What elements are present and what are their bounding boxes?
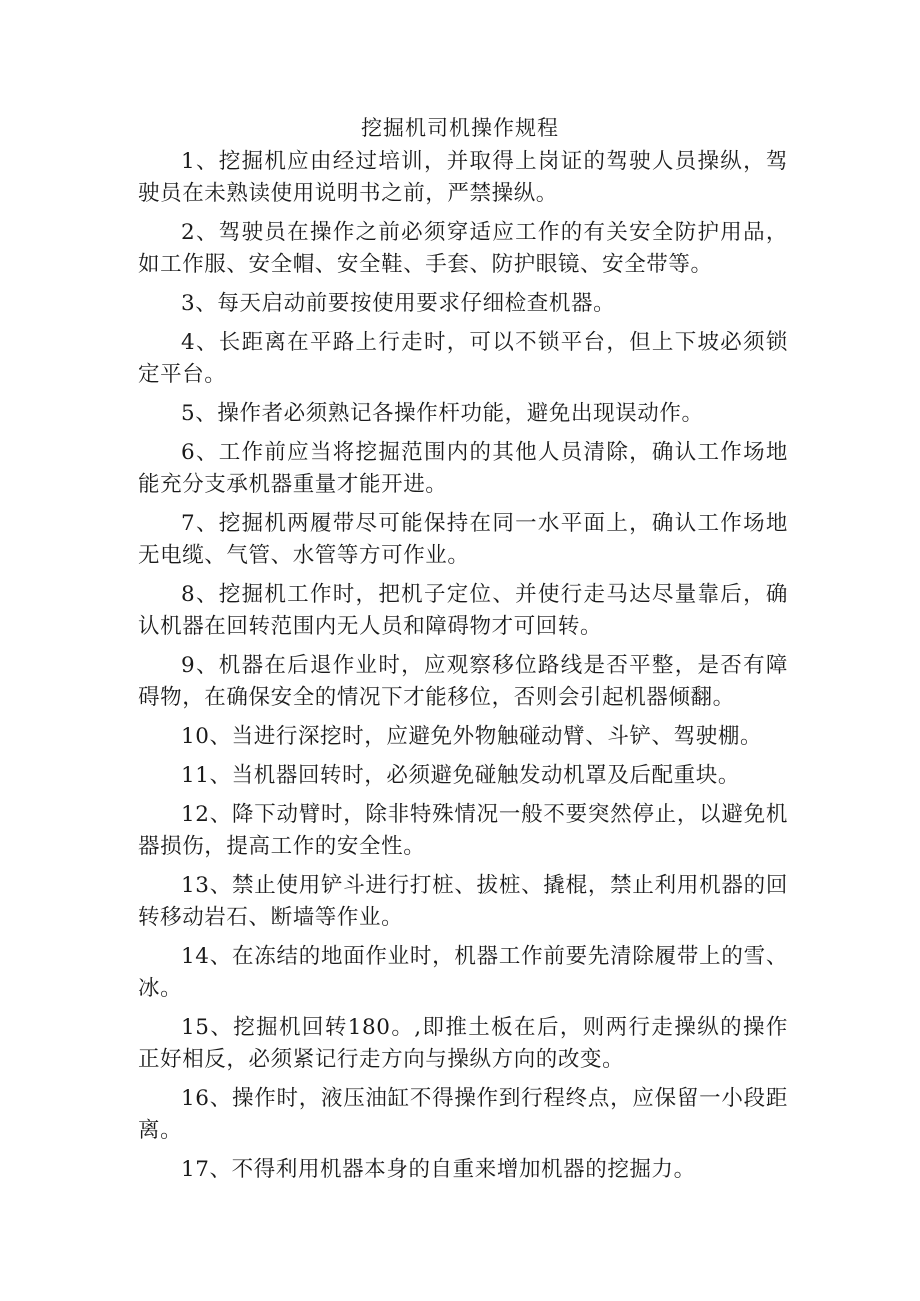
rule-item-15: 15、挖掘机回转180。,即推土板在后，则两行走操纵的操作正好相反，必须紧记行走方向与操纵方向的改变。: [138, 1015, 788, 1072]
rule-item-8: 8、挖掘机工作时，把机子定位、并使行走马达尽量靠后，确认机器在回转范围内无人员和障碍物才可回转。: [138, 582, 788, 639]
rule-item-2: 2、驾驶员在操作之前必须穿适应工作的有关安全防护用品，如工作服、安全帽、安全鞋、手套、防护眼镜、安全带等。: [138, 220, 788, 277]
rule-item-5: 5、操作者必须熟记各操作杆功能，避免出现误动作。: [181, 401, 704, 426]
rule-item-14: 14、在冻结的地面作业时，机器工作前要先清除履带上的雪、冰。: [138, 944, 788, 1001]
rule-item-13: 13、禁止使用铲斗进行打桩、拔桩、撬棍，禁止利用机器的回转移动岩石、断墙等作业。: [138, 873, 788, 930]
rule-item-11: 11、当机器回转时，必须避免碰触发动机罩及后配重块。: [181, 763, 740, 788]
document-title: 挖掘机司机操作规程: [361, 116, 559, 140]
rule-item-4: 4、长距离在平路上行走时，可以不锁平台，但上下坡必须锁定平台。: [138, 330, 788, 387]
rule-item-9: 9、机器在后退作业时，应观察移位路线是否平整，是否有障碍物，在确保安全的情况下才能移位，否则会引起机器倾翻。: [138, 653, 788, 710]
rules-list: [138, 146, 788, 1193]
rule-item-7: 7、挖掘机两履带尽可能保持在同一水平面上，确认工作场地无电缆、气管、水管等方可作业。: [138, 511, 788, 568]
rule-item-6: 6、工作前应当将挖掘范围内的其他人员清除，确认工作场地能充分支承机器重量才能开进。: [138, 440, 788, 497]
rule-item-17: 17、不得利用机器本身的自重来增加机器的挖掘力。: [181, 1157, 696, 1182]
rule-item-12: 12、降下动臂时，除非特殊情况一般不要突然停止，以避免机器损伤，提高工作的安全性。: [138, 802, 788, 859]
rule-item-10: 10、当进行深挖时，应避免外物触碰动臂、斗铲、驾驶棚。: [181, 724, 763, 749]
rule-item-1: 1、挖掘机应由经过培训，并取得上岗证的驾驶人员操纵，驾驶员在未熟读使用说明书之前，严禁操纵。: [138, 149, 788, 206]
rule-item-16: 16、操作时，液压油缸不得操作到行程终点，应保留一小段距离。: [138, 1086, 788, 1143]
rule-item-3: 3、每天启动前要按使用要求仔细检查机器。: [181, 291, 616, 316]
